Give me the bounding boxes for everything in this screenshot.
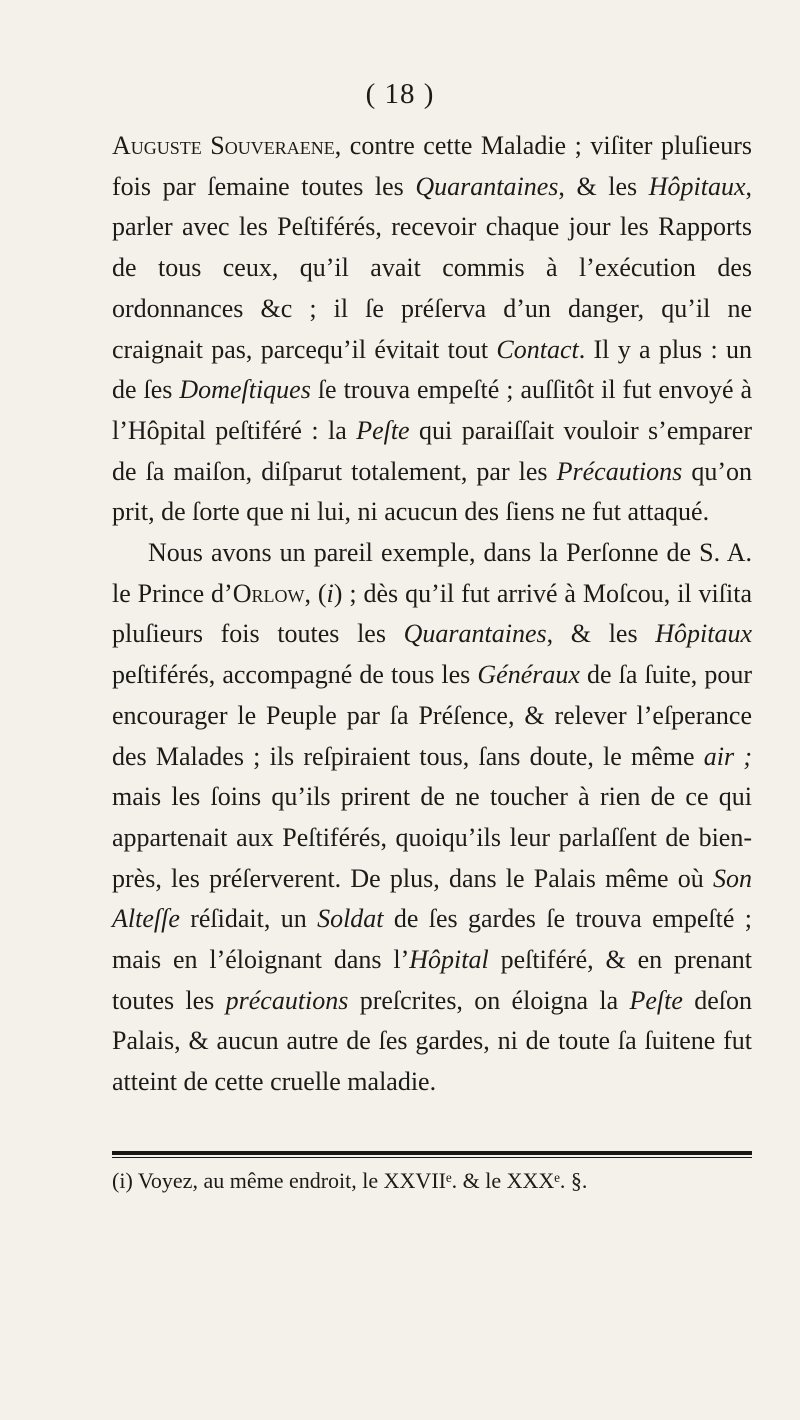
footnote-rule-thin [112, 1157, 752, 1158]
italic-run: Hôpitaux [655, 619, 753, 649]
italic-run: Quarantaines [403, 619, 547, 649]
text-run: qui paraiſſait vouloir s’emparer de ſa maiſon, diſparut totalement, par les [112, 415, 752, 486]
text-run: de ſa ſuite, pour encourager le Peuple par ſa Préſence, & relever l’eſperance des Malades ; ils reſpiraient tous, ſans doute, le même [112, 660, 752, 771]
text-run: . Il y a plus : un de ſes [112, 334, 752, 405]
text-run: deſon Palais, & aucun autre de ſes gardes, ni de toute ſa ſuitene fut atteint de cette cruelle maladie. [112, 985, 752, 1097]
text-run: ſe trouva empeſté ; auſſitôt il fut envoyé à l’Hôpital peſtiféré : la [112, 375, 753, 445]
italic-run: Contact [496, 334, 579, 364]
paragraph-1 [112, 126, 752, 533]
text-run: preſcrites, on éloigna la [348, 985, 630, 1015]
italic-run: Peſte [356, 415, 410, 445]
text-run: , contre cette Maladie ; viſiter pluſieurs fois par ſemaine toutes les [112, 131, 752, 201]
footnote-rule [112, 1151, 752, 1155]
text-run: , & les [558, 171, 649, 201]
page-number: ( 18 ) [365, 78, 435, 110]
text-run: , parler avec les Peſtiférés, recevoir chaque jour les Rapports de tous ceux, qu’il avait commis à l’exécution des ordonnances &c ; il ſe préſerva d’un danger, qu’il ne craignait pas, parcequ’il évitait tout [112, 171, 753, 364]
italic-run: Généraux [477, 660, 580, 690]
italic-run: Quarantaines [415, 171, 559, 201]
text-run: Nous avons un pareil exemple, dans la Perſonne de S. A. le Prince d’ [112, 538, 752, 608]
italic-run: air ; [703, 741, 753, 771]
text-run: de ſes gardes ſe trouva empeſté ; mais en l’éloignant dans l’ [112, 904, 752, 975]
italic-run: Peſte [629, 985, 683, 1015]
italic-run: Hôpital [409, 945, 489, 975]
footnote: (i) Voyez, au même endroit, le XXVIIᵉ. & le XXXᵉ. §. [112, 1168, 588, 1193]
italic-run: précautions [225, 985, 349, 1015]
paragraph-2 [112, 533, 752, 1103]
small-caps-run: Auguste Souveraene [112, 131, 335, 160]
italic-run: Soldat [317, 904, 384, 934]
italic-run: Hôpitaux [648, 171, 746, 201]
italic-run: Précautions [556, 456, 683, 486]
italic-run: Domeſtiques [179, 375, 311, 405]
text-run: peſtiféré, & en prenant toutes les [112, 945, 752, 1015]
text-run: , ( [304, 578, 327, 608]
text-run: qu’on prit, de ſorte que ni lui, ni acucun des ſiens ne fut attaqué. [112, 456, 752, 527]
text-run: ) ; dès qu’il fut arrivé à Moſcou, il viſita pluſieurs fois toutes les [112, 578, 752, 649]
text-run: , & les [546, 619, 656, 649]
italic-run: Son Alteſſe [112, 863, 752, 934]
body-text [112, 126, 752, 1103]
text-run: peſtiférés, accompagné de tous les [112, 660, 478, 690]
italic-run: i [326, 578, 334, 608]
small-caps-run: Orlow [232, 578, 305, 608]
text-run: mais les ſoins qu’ils prirent de ne toucher à rien de ce qui appartenait aux Peſtiférés, quoiqu’ils leur parlaſſent de bien-près, les préſerverent. De plus, dans le Palais même où [112, 782, 752, 893]
text-run: réſidait, un [179, 904, 318, 934]
